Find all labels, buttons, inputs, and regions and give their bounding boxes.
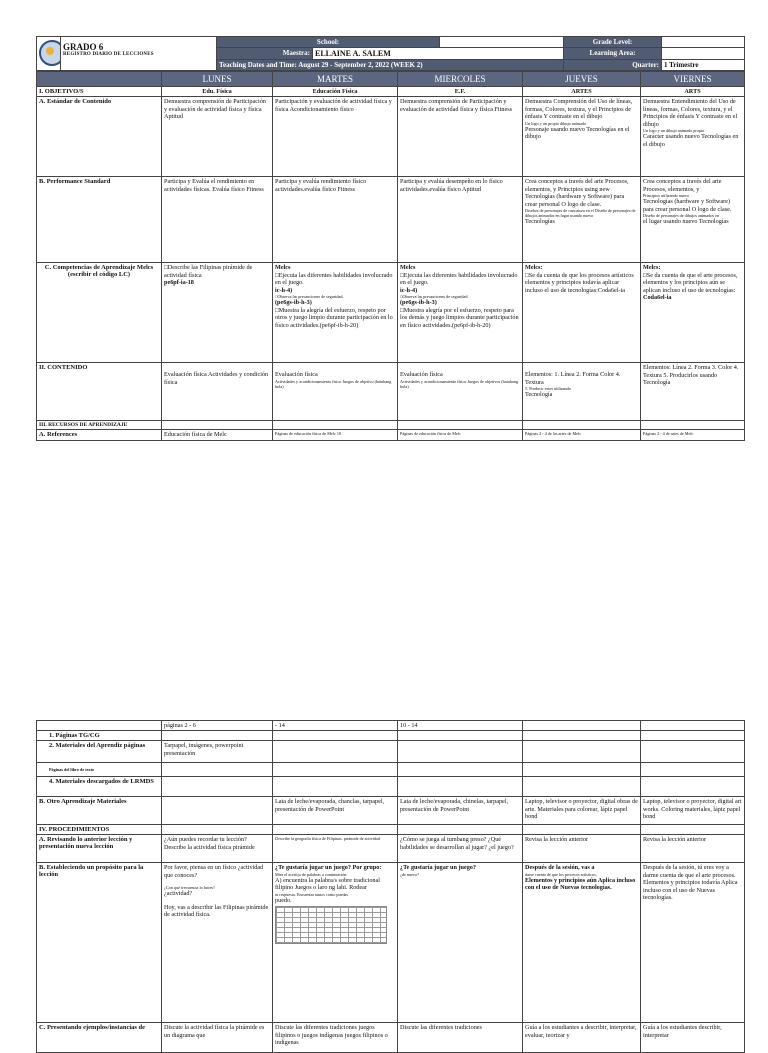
references-mon: Educación física de Melc [162,430,273,440]
review-tue: Describe la geografía física de Filipinas. pirámide de actividad [273,835,398,863]
pages-cont-label [37,721,162,731]
references-row [37,430,745,440]
purpose-mon-text3: Hoy, vas a describir las Filipinas pirámide de actividad física. [164,903,269,919]
competencies-mon [162,263,273,363]
subject-fri: ARTS [641,87,745,97]
grade-level-label: Grade Level: [564,37,662,48]
resources-label: III. RECURSOS DE APRENDIZAJE [37,421,162,430]
other-materials-tue: Lata de leche/evaporada, chanclas, tarpapel, presentación de PowerPoint [273,797,398,825]
purpose-tue-text3: puedo. [275,896,292,904]
performance-standard-mon: Participa y Evalúa el rendimiento en actividades físicas. Evalúa físico Fitness [162,177,273,263]
day-header-blank [37,72,162,87]
pages-cont-thu [523,721,641,731]
content-mon: Evaluación física Actividades y condición física [162,363,273,421]
performance-standard-fri-small1: Principios utilizando nuevo [643,193,690,199]
performance-standard-fri-after: el lugar usando nuevo Tecnologías [643,218,729,226]
purpose-thu-text2: Elementos y principios aún Aplica incluso con el uso de Nuevas tecnologías. [525,876,636,892]
review-mon: ¿Aún puedes recordar tu lección? Describe la actividad física pirámide [162,835,273,863]
purpose-wed [398,863,523,1023]
review-thu: Revisa la lección anterior [523,835,641,863]
content-standard-tue: Participación y evaluación de actividad física y física Acondicionamiento físico [273,97,398,177]
competencies-wed-item2: □ Observa las precauciones de seguridad. [400,294,520,299]
references-thu: Páginas 2 - 4 de las artes de Melc [523,430,641,440]
lrmds-row [37,777,745,797]
competencies-row [37,263,745,363]
competencies-fri-item: □ Se da cuenta de que el arte procesos, elementos y los principios aún se aplican incluso el uso de tecnologías: [643,272,742,294]
purpose-mon-text2: ¿actividad? [164,890,193,898]
review-fri: Revisa la lección anterior [641,835,745,863]
performance-standard-fri-small2: Diseño de personajes de dibujos animados en [643,213,720,219]
presenting-thu: Guía a los estudiantes a describir, interpretar, evaluar, teorizar y [523,1023,641,1053]
content-thu [523,363,641,421]
procedures-row [37,825,745,835]
day-header-row [37,72,745,87]
teaching-dates [217,60,564,71]
purpose-wed-small: ¿de nuevo? [400,871,419,877]
references-wed: Páginas de educación física de Melc [398,430,523,440]
review-wed: ¿Cómo se juega al tumbang preso? ¿Qué habilidades se desarrollan al jugar? ¿el juego? [398,835,523,863]
content-row [37,363,745,421]
dates-label: Teaching Dates and Time: [219,61,297,69]
subject-mon: Edu. Física [162,87,273,97]
competencies-tue [273,263,398,363]
tg-pages-label: 1. Páginas TG/CG [37,731,162,741]
content-label: II. CONTENIDO [37,363,162,421]
competencies-label: C. Competencias de Aprendizaje Melcs (escribir el código LC) [37,263,162,363]
presenting-wed: Discute las diferentes tradiciones [398,1023,523,1053]
content-standard-thu [523,97,641,177]
performance-standard-thu [523,177,641,263]
competencies-mon-code: pe6pf-ia-18 [164,279,194,287]
competencies-fri [641,263,745,363]
pages-cont-tue: - 14 [273,721,398,731]
lesson-log-page-1 [36,36,744,441]
performance-standard-fri-mid: Tecnologías (hardware y Software) para crear personal O logo de clase. [643,198,732,213]
header-table [36,36,745,71]
other-materials-thu: Laptop, televisor o proyector, digital obras de arte. Materiales para colorear, lápiz papel bond [523,797,641,825]
presenting-fri: Guía a los estudiantes describir, interpretar [641,1023,745,1053]
content-wed-small: Actividades y acondicionamiento físico Juegos de objetivos (batuhang bola) [400,378,519,389]
performance-standard-wed: Participa y evalúa desempeño en lo físico actividades.evalúa físico Aptitud [398,177,523,263]
review-label: A. Revisando lo anterior lección y presentación nueva lección [37,835,162,863]
day-wednesday: MIERCOLES [398,72,523,87]
title-block [61,37,217,71]
competencies-tue-item2: □ Observa las precauciones de seguridad. [275,294,395,299]
competencies-tue-item3: □ Muestra la alegría del esfuerzo, respeto por otros y juego limpio durante participación en lo físico actividades.(pe6pf-ib-h-20) [275,307,395,329]
content-standard-wed: Demuestra comprensión de Participación y evaluación de actividad física y física Fitness [398,97,523,177]
content-wed-text: Evaluación física [400,371,443,379]
content-standard-thu-after: Personaje usando nuevo Tecnologías en el dibujo [525,125,630,141]
school-label: School: [217,37,440,48]
resources-mon [162,421,273,430]
purpose-mon [162,863,273,1023]
word-search-puzzle-image [275,906,387,944]
purpose-tue-small2: tu respuesta. Encuentra tantos como puedas [275,891,349,897]
textbook-row [37,763,745,777]
competencies-tue-melcs: Melcs [275,264,291,272]
competencies-wed-code1: ic-h-4) [400,286,418,294]
objectives-row [37,87,745,97]
purpose-tue-text2: A) encuentra la palabra/s sobre tradicional filipino Juegos o laro ng lahi. Rodear [275,876,380,892]
lesson-table-continued [36,720,745,1053]
purpose-tue [273,863,398,1023]
performance-standard-fri-text: Crea conceptos a través del arte Procesos, elementos, y [643,178,722,193]
content-standard-thu-small: Un logo y un propio dibujo animado [525,120,587,126]
competencies-thu-melcs: Melcs: [525,264,543,272]
grade-level-value [662,37,745,48]
subject-thu: ARTES [523,87,641,97]
competencies-tue-code2: (pe6gs-ib-h-3) [275,299,312,307]
presenting-row [37,1023,745,1053]
day-thursday: JUEVES [523,72,641,87]
dates-value: August 29 - September 2, 2022 (WEEK 2) [298,61,423,69]
textbook-label: Páginas del libro de texto [37,763,162,777]
lesson-table [36,71,745,441]
competencies-thu-item: □ Se da cuenta de que los procesos artísticos elementos y principios todavía aplicar incluso el uso de tecnologías:Coda6el-ia [525,272,638,294]
grade-title: GRADO 6 [63,42,104,52]
other-materials-label: B. Otro Aprendizaje Materiales [37,797,162,825]
content-standard-fri-after: Carácter usando nuevo Tecnologías en el dibujo [643,133,739,148]
purpose-wed-text1: ¿Te gustaría jugar un juego? [400,864,476,872]
purpose-fri: Después de la sesión, tú eres voy a darme cuenta de que el arte procesos. Elementos y principios todavía Aplica incluso con el uso de Nuevas tecnologías. [641,863,745,1023]
competencies-thu [523,263,641,363]
competencies-wed-item1: □ Ejecuta las diferentes habilidades involucrado en el juego. [400,272,520,287]
competencies-wed-item3: □ Muestra alegría por el esfuerzo, respeto para los demás y juego limpios durante participación en físico actividades.(pe6pf-ib-h-20) [400,307,520,329]
register-title: REGISTRO DIARIO DE LECCIONES [63,52,154,57]
purpose-label: B. Estableciendo un propósito para la lección [37,863,162,1023]
references-label: A. References [37,430,162,440]
content-wed [398,363,523,421]
purpose-row [37,863,745,1023]
content-fri: Elementos: Línea 2. Forma 3. Color 4. Textura 5. Producirlos usando Tecnología [641,363,745,421]
purpose-thu-text1: Después de la sesión, vas a [525,864,595,872]
purpose-thu [523,863,641,1023]
content-standard-label: A. Estándar de Contenido [37,97,162,177]
competencies-wed [398,263,523,363]
lesson-log-page-2 [36,720,744,1053]
day-monday: LUNES [162,72,273,87]
competencies-tue-item1: □ Ejecuta las diferentes habilidades involucrado en el juego. [275,272,395,287]
content-standard-mon: Demuestra comprensión de Participación y evaluación de actividad física y física Aptitud [162,97,273,177]
pages-cont-mon: páginas 2 - 6 [162,721,273,731]
other-materials-row [37,797,745,825]
pages-cont-row [37,721,745,731]
performance-standard-fri [641,177,745,263]
quarter-label: Quarter: [564,60,662,71]
purpose-tue-text1: ¿Te gustaría jugar un juego? Por grupo: [275,864,382,872]
purpose-mon-text1: Por favor, piensa en un físico ¿actividad que conoces? [164,864,264,879]
competencies-wed-code2: (pe6gs-ib-h-3) [400,299,437,307]
content-tue-small: Actividades y acondicionamiento físico Juegos de objetivo (batuhang bola) [275,378,392,389]
content-thu-after: Tecnología [525,391,553,399]
learner-materials-label: 2. Materiales del Aprendiz páginas [37,741,162,763]
performance-standard-thu-small: Diseños de personajes de caricatura en el Diseño de personajes de dibujos animados en lugar usando nuevo [525,208,636,219]
resources-thu [523,421,641,430]
competencies-mon-item: □ Describe las Filipinas pirámide de actividad física [164,264,270,279]
references-tue: Páginas de educación física de Melc 10 [273,430,398,440]
learning-area-value [662,48,745,60]
resources-tue [273,421,398,430]
resources-wed [398,421,523,430]
teacher-name: ELLAINE A. SALEM [313,48,564,60]
other-materials-mon [162,797,273,825]
learner-materials-mon: Tarpapel, imágenes, powerpoint presentación [162,741,273,763]
deped-seal-logo [37,37,61,71]
content-standard-row [37,97,745,177]
content-thu-small: 5. Producir estos utilizando [525,386,571,392]
references-fri: Páginas 2 - 4 de artes de Melc [641,430,745,440]
teacher-label: Maestra: [217,48,313,60]
presenting-tue: Discute las diferentes tradiciones juegos filipinos o juegos indígenas juegos filipinos o indígenas [273,1023,398,1053]
pages-cont-fri [641,721,745,731]
purpose-tue-small: Mira el acertijo de palabras a continuación. [275,871,348,877]
subject-tue: Educación Física [273,87,398,97]
resources-row [37,421,745,430]
content-standard-fri-text: Demuestra Entendimiento del Uso de líneas, formas, Colores, textura, y el Principios de énfasis Y contraste en el dibujo [643,98,738,128]
performance-standard-row [37,177,745,263]
subject-wed: E.F. [398,87,523,97]
competencies-wed-melcs: Melcs [400,264,416,272]
purpose-mon-small: ¿Con qué frecuencia lo haces? [164,885,215,891]
performance-standard-tue: Participa y evalúa rendimiento físico actividades.evalúa físico Fitness [273,177,398,263]
other-materials-wed: Lata de leche/evaporada, chinelas, tarpapel, presentación de PowerPoint [398,797,523,825]
content-standard-thu-text: Demuestra Comprensión del Uso de líneas, formas, Colores, textura, y el Principios de énfasis Y contraste en el dibujo [525,98,633,121]
lrmds-label: 4. Materiales descargados de LRMDS [37,777,162,797]
content-tue-text: Evaluación física [275,371,318,379]
performance-standard-thu-after: Tecnologías [525,218,555,226]
resources-fri [641,421,745,430]
purpose-thu-small: darse cuenta de que los procesos artísticos, [525,871,597,877]
presenting-label: C. Presentando ejemplos/instancias de [37,1023,162,1053]
day-tuesday: MARTES [273,72,398,87]
performance-standard-label: B. Performance Standard [37,177,162,263]
competencies-fri-melcs: Melcs: [643,264,661,272]
content-tue [273,363,398,421]
tg-pages-row [37,731,745,741]
content-thu-text: Elementos: 1. Línea 2. Forma Color 4. Textura [525,371,621,386]
procedures-label: IV. PROCEDIMIENTOS [37,825,162,835]
pages-cont-wed: 10 - 14 [398,721,523,731]
competencies-tue-code1: ic-h-4) [275,286,293,294]
learning-area-label: Learning Area: [564,48,662,60]
content-standard-fri [641,97,745,177]
other-materials-fri: Laptop, televisor o proyector, digital art works. Coloring materiales, lápiz papel bond [641,797,745,825]
performance-standard-thu-text: Crea conceptos a través del arte Procesos, elementos, y Principios using new Tecnologías (hardware y Software) para crear personal O logo de clase. [525,178,629,208]
school-value [440,37,564,48]
objectives-label: I. OBJETIVO/S [37,87,162,97]
day-friday: VIERNES [641,72,745,87]
competencies-fri-code: Coda6el-ia [643,294,672,302]
presenting-mon: Discute la actividad física la pirámide es un diagrama que [162,1023,273,1053]
content-standard-fri-small: Un logo y un dibujo animado propio [643,128,705,134]
learner-materials-row [37,741,745,763]
quarter-value: 1 Trimestre [662,60,745,71]
review-row [37,835,745,863]
